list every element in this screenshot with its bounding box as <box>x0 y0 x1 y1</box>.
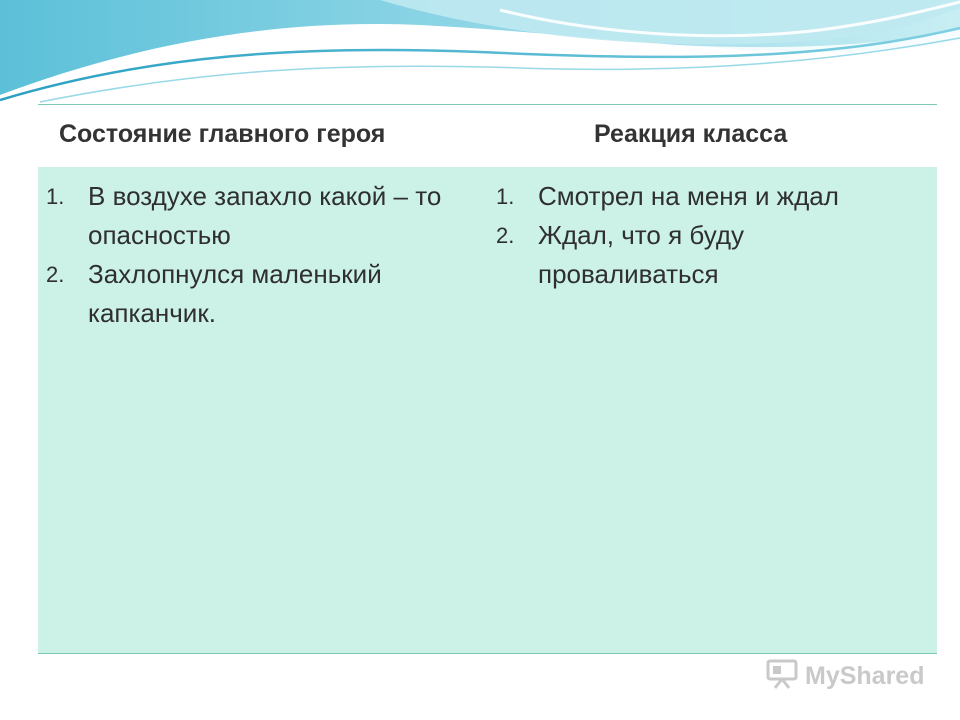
presentation-icon <box>765 658 799 695</box>
watermark-text: MyShared <box>805 661 925 690</box>
list-item-text: Смотрел на меня и ждал <box>538 181 839 211</box>
list-item-text: Ждал, что я буду проваливаться <box>538 220 745 289</box>
class-reaction-list <box>496 177 926 294</box>
list-item-text: Захлопнулся маленький капканчик. <box>88 259 382 328</box>
list-number: 1. <box>496 184 515 209</box>
list-item <box>496 177 926 216</box>
list-item <box>46 177 466 255</box>
table-body-row <box>38 167 937 654</box>
list-number: 2. <box>496 223 515 248</box>
wave-graphic <box>0 0 960 110</box>
table-header-row <box>38 104 937 168</box>
wave-header-decoration <box>0 0 960 110</box>
myshared-watermark <box>765 656 924 696</box>
header-hero-state: Состояние главного героя <box>59 120 386 148</box>
hero-state-list <box>46 177 466 333</box>
header-class-reaction: Реакция класса <box>594 120 788 148</box>
list-item-text: В воздухе запахло какой – то опасностью <box>88 181 442 250</box>
comparison-table <box>38 104 937 653</box>
list-number: 2. <box>46 262 65 287</box>
list-item <box>46 255 466 333</box>
list-number: 1. <box>46 184 65 209</box>
list-item <box>496 216 926 294</box>
